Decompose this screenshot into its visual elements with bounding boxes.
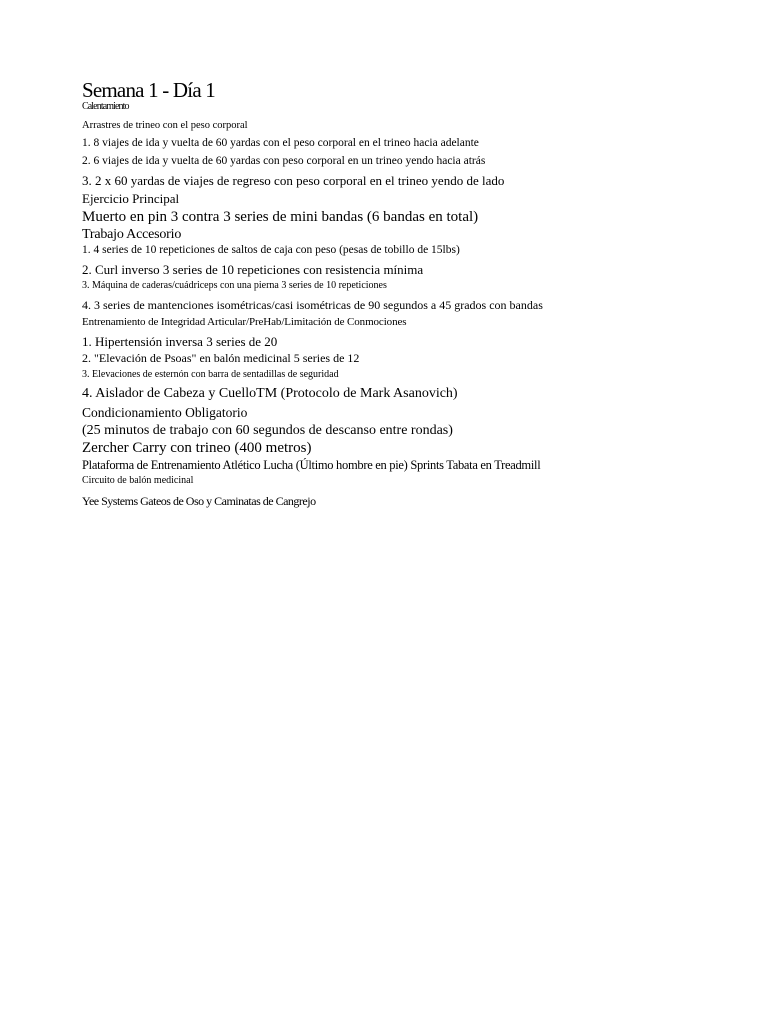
conditioning-item-3: Circuito de balón medicinal [82, 475, 194, 486]
prehab-item-3: 3. Elevaciones de esternón con barra de sentadillas de seguridad [82, 369, 339, 380]
accessory-item-4: 4. 3 series de mantenciones isométricas/casi isométricas de 90 segundos a 45 grados con bandas [82, 298, 543, 312]
conditioning-item-2: Plataforma de Entrenamiento Atlético Lucha (Último hombre en pie) Sprints Tabata en Treadmill [82, 458, 541, 472]
warmup-subheading: Arrastres de trineo con el peso corporal [82, 120, 248, 131]
conditioning-item-1: Zercher Carry con trineo (400 metros) [82, 440, 312, 456]
warmup-item-3: 3. 2 x 60 yardas de viajes de regreso con peso corporal en el trineo yendo de lado [82, 173, 505, 188]
section-heading-conditioning: Condicionamiento Obligatorio [82, 405, 248, 420]
section-heading-accessory: Trabajo Accesorio [82, 227, 182, 242]
section-heading-warmup: Calentamiento [82, 101, 129, 112]
accessory-item-3: 3. Máquina de caderas/cuádriceps con una pierna 3 series de 10 repeticiones [82, 280, 387, 291]
section-heading-prehab: Entrenamiento de Integridad Articular/PreHab/Limitación de Conmociones [82, 316, 407, 328]
prehab-item-1: 1. Hipertensión inversa 3 series de 20 [82, 334, 278, 349]
conditioning-note: (25 minutos de trabajo con 60 segundos de descanso entre rondas) [82, 423, 453, 438]
warmup-item-2: 2. 6 viajes de ida y vuelta de 60 yardas con peso corporal en un trineo yendo hacia atrás [82, 155, 486, 167]
conditioning-item-4: Yee Systems Gateos de Oso y Caminatas de Cangrejo [82, 494, 316, 508]
accessory-item-1: 1. 4 series de 10 repeticiones de saltos de caja con peso (pesas de tobillo de 15lbs) [82, 244, 460, 256]
prehab-item-4: 4. Aislador de Cabeza y CuelloTM (Protocolo de Mark Asanovich) [82, 386, 458, 401]
warmup-item-1: 1. 8 viajes de ida y vuelta de 60 yardas con el peso corporal en el trineo hacia adelante [82, 137, 479, 149]
prehab-item-2: 2. "Elevación de Psoas" en balón medicinal 5 series de 12 [82, 351, 360, 365]
page-title: Semana 1 - Día 1 [82, 78, 215, 102]
main-exercise: Muerto en pin 3 contra 3 series de mini bandas (6 bandas en total) [82, 209, 479, 225]
section-heading-main: Ejercicio Principal [82, 191, 180, 206]
accessory-item-2: 2. Curl inverso 3 series de 10 repeticiones con resistencia mínima [82, 262, 424, 277]
